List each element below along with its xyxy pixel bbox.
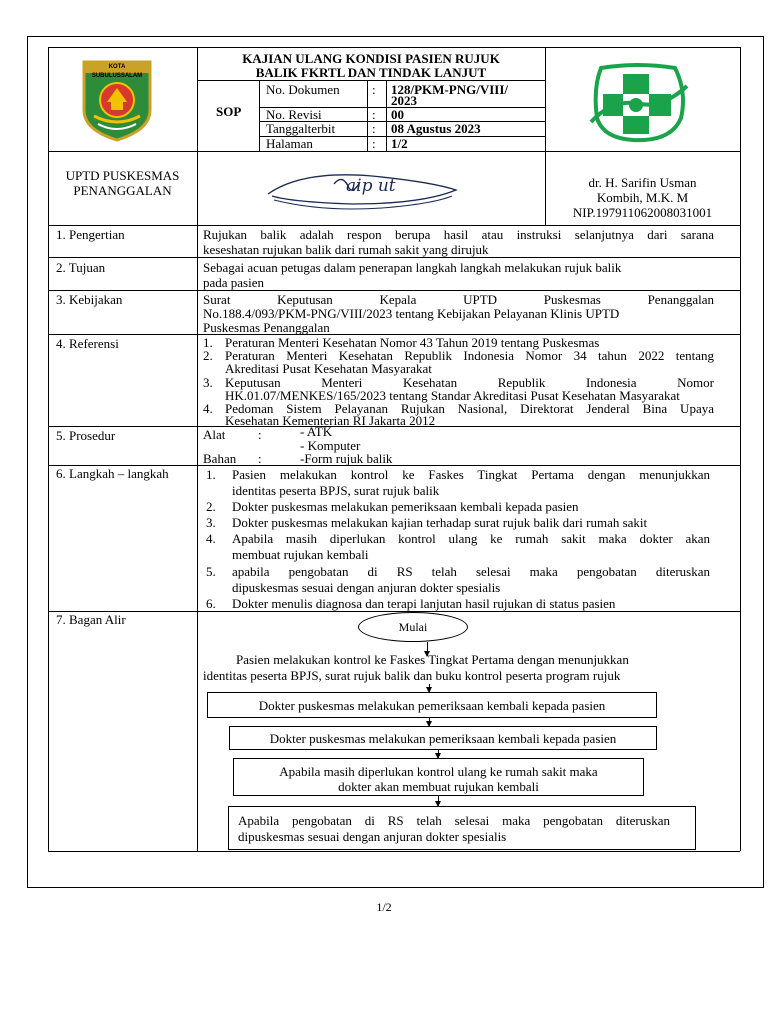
alat-colon: :	[258, 427, 262, 442]
alat-label: Alat	[203, 427, 226, 442]
flow-step3-text: Dokter puskesmas melakukan pemeriksaan kembali kepada pasien	[269, 731, 617, 746]
flow-step5-text: Apabila pengobatan di RS telah selesai maka pengobatan diteruskan	[238, 813, 670, 828]
bahan-label: Bahan	[203, 451, 237, 466]
meta-colon: :	[372, 107, 376, 122]
document-title-line2: BALIK FKRTL DAN TINDAK LANJUT	[255, 65, 487, 80]
meta-value: 2023	[391, 93, 417, 108]
tujuan-text: pada pasien	[203, 275, 265, 290]
crest-label: KOTA SUBULUSSALAM	[91, 64, 143, 79]
list-item-number: 4.	[203, 401, 213, 416]
label-column-divider	[197, 47, 198, 851]
meta-label: Tanggalterbit	[266, 121, 336, 136]
list-item: identitas peserta BPJS, surat rujuk balik	[232, 483, 440, 498]
meta-label: Halaman	[266, 136, 313, 151]
flow-step2-text: Dokter puskesmas melakukan pemeriksaan kembali kepada pasien	[258, 698, 606, 713]
row-divider	[48, 257, 740, 258]
list-item: -Form rujuk balik	[300, 451, 393, 466]
list-item: HK.01.07/MENKES/165/2023 tentang Standar Akreditasi Pusat Kesehatan Masyarakat	[225, 388, 680, 403]
signature	[262, 160, 462, 216]
list-item: dipuskesmas sesuai dengan anjuran dokter spesialis	[232, 580, 501, 595]
meta-value: 00	[391, 107, 404, 122]
kebijakan-text: Puskesmas Penanggalan	[203, 320, 330, 335]
flow-arrow	[429, 684, 430, 692]
bahan-colon: :	[258, 451, 262, 466]
meta-label: No. Revisi	[266, 107, 322, 122]
puskesmas-logo	[583, 58, 693, 146]
page-number: 1/2	[376, 900, 392, 914]
header-bottom-border	[48, 225, 740, 226]
tujuan-text: Sebagai acuan petugas dalam penerapan langkah langkah melakukan rujuk balik	[203, 260, 622, 275]
list-item: apabila pengobatan di RS telah selesai maka pengobatan diteruskan	[232, 564, 710, 579]
list-item: - ATK	[300, 424, 333, 439]
table-top-border	[48, 47, 740, 48]
meta-divider	[386, 80, 387, 151]
list-item-number: 3.	[206, 515, 216, 530]
list-item: Akreditasi Pusat Kesehatan Masyarakat	[225, 361, 432, 376]
meta-colon: :	[372, 136, 376, 151]
meta-colon: :	[372, 121, 376, 136]
pengertian-text: keseshatan rujukan balik dari rumah sakit yang dirujuk	[203, 242, 489, 257]
header-divider	[48, 151, 740, 152]
signatory-name-line2: Kombih, M.K. M	[596, 190, 689, 205]
list-item-number: 3.	[203, 375, 213, 390]
meta-colon: :	[372, 82, 376, 97]
meta-divider	[259, 80, 260, 151]
list-item-number: 2.	[203, 348, 213, 363]
org-name-line1: UPTD PUSKESMAS	[65, 168, 180, 183]
section-label-referensi: 4. Referensi	[56, 336, 119, 351]
list-item: Peraturan Menteri Kesehatan Republik Indonesia Nomor 34 tahun 2022 tentang	[225, 348, 714, 363]
meta-divider	[367, 80, 368, 151]
flow-step4-text: Apabila masih diperlukan kontrol ulang ke rumah sakit maka	[279, 764, 598, 779]
meta-value: 1/2	[391, 136, 408, 151]
signatory-nip: NIP.197911062008031001	[572, 205, 713, 220]
section-label-tujuan: 2. Tujuan	[56, 260, 106, 275]
flow-step4-text: dokter akan membuat rujukan kembali	[338, 779, 539, 794]
list-item: Kesehatan Kementerian RI Jakarta 2012	[225, 413, 436, 428]
list-item: Pedoman Sistem Pelayanan Rujukan Nasional, Direktorat Jenderal Bina Upaya	[225, 401, 714, 416]
list-item-number: 6.	[206, 596, 216, 611]
list-item-number: 2.	[206, 499, 216, 514]
list-item-number: 5.	[206, 564, 216, 579]
city-crest-logo	[80, 58, 154, 142]
kebijakan-text: Surat Keputusan Kepala UPTD Puskesmas Penanggalan	[203, 292, 714, 307]
list-item: - Komputer	[300, 438, 361, 453]
list-item: Apabila masih diperlukan kontrol ulang ke rumah sakit maka dokter akan	[232, 531, 710, 546]
flow-step1-text: identitas peserta BPJS, surat rujuk balik dan buku kontrol peserta program rujuk	[203, 668, 621, 683]
signature-text: aip ut	[346, 176, 396, 196]
health-cross-icon	[583, 58, 693, 146]
row-divider	[48, 290, 740, 291]
list-item: Dokter menulis diagnosa dan terapi lanjutan hasil rujukan di status pasien	[232, 596, 616, 611]
flow-arrow	[438, 796, 439, 806]
flow-arrow	[438, 750, 439, 758]
table-right-border	[740, 47, 741, 851]
title-divider	[197, 80, 545, 81]
org-name-line2: PENANGGALAN	[73, 183, 172, 198]
flow-step5-text: dipuskesmas sesuai dengan anjuran dokter spesialis	[238, 829, 507, 844]
section-label-prosedur: 5. Prosedur	[56, 428, 116, 443]
flow-arrow	[429, 718, 430, 726]
list-item: membuat rujukan kembali	[232, 547, 369, 562]
flow-step1-text: Pasien melakukan kontrol ke Faskes Tingkat Pertama dengan menunjukkan	[236, 652, 629, 667]
pengertian-text: Rujukan balik adalah respon berupa hasil atau instruksi selanjutnya dari sarana	[203, 227, 714, 242]
list-item: Keputusan Menteri Kesehatan Republik Indonesia Nomor	[225, 375, 714, 390]
list-item-number: 1.	[203, 335, 213, 350]
sop-label: SOP	[216, 104, 242, 119]
section-label-bagan-alir: 7. Bagan Alir	[56, 612, 126, 627]
kebijakan-text: No.188.4/093/PKM-PNG/VIII/2023 tentang Kebijakan Pelayanan Klinis UPTD	[203, 306, 620, 321]
meta-label: No. Dokumen	[266, 82, 340, 97]
signatory-name: dr. H. Sarifin Usman	[588, 175, 697, 190]
section-label-kebijakan: 3. Kebijakan	[56, 292, 123, 307]
section-label-langkah: 6. Langkah – langkah	[56, 466, 169, 481]
meta-value: 128/PKM-PNG/VIII/	[391, 82, 508, 97]
table-bottom-border	[48, 851, 740, 852]
list-item: Dokter puskesmas melakukan pemeriksaan kembali kepada pasien	[232, 499, 579, 514]
flow-start-label: Mulai	[398, 620, 428, 634]
list-item: Dokter puskesmas melakukan kajian terhadap surat rujuk balik dari rumah sakit	[232, 515, 648, 530]
list-item: Pasien melakukan kontrol ke Faskes Tingkat Pertama dengan menunjukkan	[232, 467, 710, 482]
list-item-number: 1.	[206, 467, 216, 482]
meta-value: 08 Agustus 2023	[391, 121, 481, 136]
list-item: Peraturan Menteri Kesehatan Nomor 43 Tahun 2019 tentang Puskesmas	[225, 335, 600, 350]
document-title-line1: KAJIAN ULANG KONDISI PASIEN RUJUK	[242, 51, 500, 66]
section-label-pengertian: 1. Pengertian	[56, 227, 125, 242]
list-item-number: 4.	[206, 531, 216, 546]
